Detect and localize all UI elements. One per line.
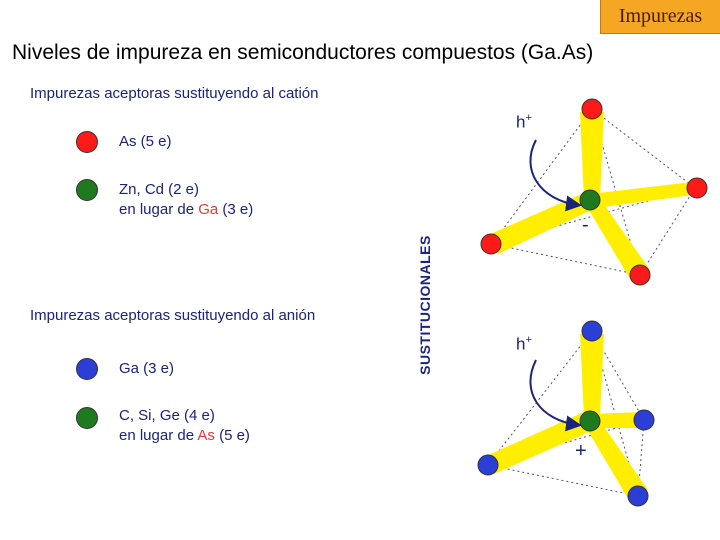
anion-heading: Impurezas aceptoras sustituyendo al anión: [30, 307, 316, 324]
bottom-bond-up: [580, 334, 604, 418]
top-red-atom-left: [481, 234, 501, 254]
sustitucionales-label: SUSTITUCIONALES: [417, 235, 433, 375]
top-tetrahedron: [481, 99, 707, 285]
zn-cd-line1: Zn, Cd (2 e): [119, 181, 200, 198]
top-red-atom-back: [687, 178, 707, 198]
top-red-atom-bottom: [630, 265, 650, 285]
bottom-positive-charge: +: [575, 440, 587, 462]
bottom-hole-label: h+: [516, 334, 532, 354]
top-bond-right: [590, 182, 700, 208]
bottom-bonds: [482, 334, 648, 502]
top-bond-left: [486, 192, 596, 254]
top-red-atom-top: [582, 99, 602, 119]
bottom-hole-arrow: [530, 360, 578, 425]
top-green-atom: [580, 190, 600, 210]
top-hole-label: h+: [516, 112, 532, 132]
zn-cd-line2: en lugar de Ga (3 e): [119, 201, 254, 218]
bottom-blue-atom-back: [634, 410, 654, 430]
page-title: Niveles de impureza en semiconductores compuestos (Ga.As): [12, 41, 594, 64]
top-bond-up: [580, 112, 604, 200]
bottom-blue-atom-bottom: [628, 486, 648, 506]
top-negative-charge: -: [582, 214, 589, 236]
cation-heading: Impurezas aceptoras sustituyendo al catión: [30, 85, 319, 102]
as-label: As (5 e): [119, 133, 172, 150]
bottom-tetrahedron: [478, 321, 654, 506]
impurezas-badge: Impurezas: [600, 0, 720, 34]
c-si-ge-line2: en lugar de As (5 e): [119, 427, 250, 444]
bottom-green-atom: [580, 411, 600, 431]
c-si-ge-line1: C, Si, Ge (4 e): [119, 407, 215, 424]
bottom-blue-atom-left: [478, 455, 498, 475]
top-hole-arrow: [530, 140, 578, 205]
ga-label: Ga (3 e): [119, 360, 175, 377]
bottom-blue-atom-top: [582, 321, 602, 341]
